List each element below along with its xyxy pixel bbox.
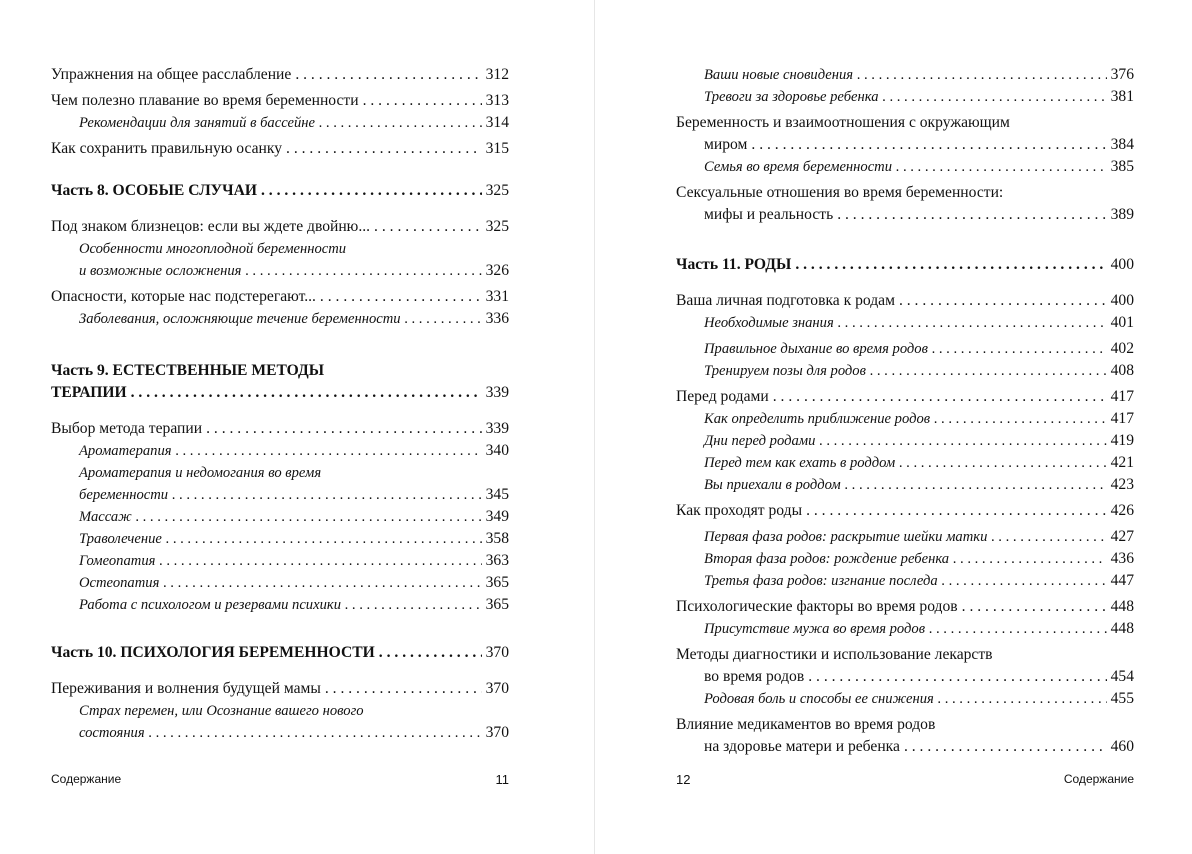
right-page [595, 0, 1192, 854]
toc-entry: на здоровье матери и ребенка . . . 460 [676, 736, 1134, 758]
toc-part-heading: Часть 10. ПСИХОЛОГИЯ БЕРЕМЕННОСТИ . . . 370 [51, 642, 509, 664]
running-title: Содержание [1063, 772, 1134, 786]
toc-entry: Опасности, которые нас подстерегают... . . . 331 [51, 286, 509, 308]
toc-subentry: Ваши новые сновидения . . . 376 [676, 64, 1134, 86]
toc-subentry-line1: Страх перемен, или Осознание вашего нового [79, 703, 364, 719]
toc-entry: во время родов . . . 454 [676, 666, 1134, 688]
toc-entry: Переживания и волнения будущей мамы . . . 370 [51, 678, 509, 700]
toc-subentry: Вы приехали в роддом . . . 423 [676, 474, 1134, 496]
toc-entry: миром . . . 384 [676, 134, 1134, 156]
toc-part-heading: ТЕРАПИИ . . . 339 [51, 382, 509, 404]
toc-entry: Психологические факторы во время родов . . . 448 [676, 596, 1134, 618]
toc-entry: Перед родами . . . 417 [676, 386, 1134, 408]
page-footer-right [676, 772, 1134, 787]
toc-subentry: Дни перед родами . . . 419 [676, 430, 1134, 452]
toc-subentry: Первая фаза родов: раскрытие шейки матки . . . 427 [676, 526, 1134, 548]
toc-entry: Как сохранить правильную осанку . . . 315 [51, 138, 509, 160]
toc-entry: Как проходят роды . . . 426 [676, 500, 1134, 522]
toc-subentry: Вторая фаза родов: рождение ребенка . . . 436 [676, 548, 1134, 570]
running-title: Содержание [51, 772, 122, 786]
toc-part-heading-line1: Часть 9. ЕСТЕСТВЕННЫЕ МЕТОДЫ [51, 362, 325, 379]
left-page [0, 0, 594, 854]
toc-subentry: Правильное дыхание во время родов . . . 402 [676, 338, 1134, 360]
toc-subentry: беременности . . . 345 [51, 484, 509, 506]
toc-subentry: Траволечение . . . 358 [51, 528, 509, 550]
table-of-contents-left [51, 60, 509, 744]
page-number: 12 [676, 772, 691, 787]
toc-entry: Под знаком близнецов: если вы ждете двойню... . . . 325 [51, 216, 509, 238]
toc-subentry-line1: Ароматерапия и недомогания во время [79, 465, 322, 481]
toc-subentry: Присутствие мужа во время родов . . . 448 [676, 618, 1134, 640]
toc-subentry: Массаж . . . 349 [51, 506, 509, 528]
toc-entry: Ваша личная подготовка к родам . . . 400 [676, 290, 1134, 312]
toc-subentry: Гомеопатия . . . 363 [51, 550, 509, 572]
toc-entry: Выбор метода терапии . . . 339 [51, 418, 509, 440]
toc-part-heading: Часть 8. ОСОБЫЕ СЛУЧАИ . . . 325 [51, 180, 509, 202]
toc-subentry: Родовая боль и способы ее снижения . . . 455 [676, 688, 1134, 710]
toc-subentry: и возможные осложнения . . . 326 [51, 260, 509, 282]
toc-entry-line1: Беременность и взаимоотношения с окружающим [676, 114, 1010, 131]
toc-subentry: состояния . . . 370 [51, 722, 509, 744]
toc-subentry: Третья фаза родов: изгнание последа . . . 447 [676, 570, 1134, 592]
toc-entry: Упражнения на общее расслабление . . . 312 [51, 64, 509, 86]
toc-entry: Чем полезно плавание во время беременности . . . 313 [51, 90, 509, 112]
toc-entry-line1: Влияние медикаментов во время родов [676, 716, 936, 733]
toc-part-heading: Часть 11. РОДЫ . . . 400 [676, 254, 1134, 276]
toc-subentry: Тревоги за здоровье ребенка . . . 381 [676, 86, 1134, 108]
toc-subentry: Как определить приближение родов . . . 417 [676, 408, 1134, 430]
toc-subentry: Необходимые знания . . . 401 [676, 312, 1134, 334]
toc-entry: мифы и реальность . . . 389 [676, 204, 1134, 226]
page-footer-left [51, 772, 509, 787]
toc-entry-line1: Сексуальные отношения во время беременности: [676, 184, 1004, 201]
toc-subentry: Семья во время беременности . . . 385 [676, 156, 1134, 178]
toc-subentry: Перед тем как ехать в роддом . . . 421 [676, 452, 1134, 474]
toc-entry-line1: Методы диагностики и использование лекарств [676, 646, 993, 663]
toc-subentry: Рекомендации для занятий в бассейне . . . 314 [51, 112, 509, 134]
toc-subentry-line1: Особенности многоплодной беременности [79, 241, 347, 257]
page-number: 11 [495, 772, 509, 787]
toc-subentry: Работа с психологом и резервами психики . . . 365 [51, 594, 509, 616]
toc-subentry: Остеопатия . . . 365 [51, 572, 509, 594]
table-of-contents-right [676, 60, 1134, 758]
toc-subentry: Тренируем позы для родов . . . 408 [676, 360, 1134, 382]
toc-subentry: Ароматерапия . . . 340 [51, 440, 509, 462]
toc-subentry: Заболевания, осложняющие течение беременности . . . 336 [51, 308, 509, 330]
